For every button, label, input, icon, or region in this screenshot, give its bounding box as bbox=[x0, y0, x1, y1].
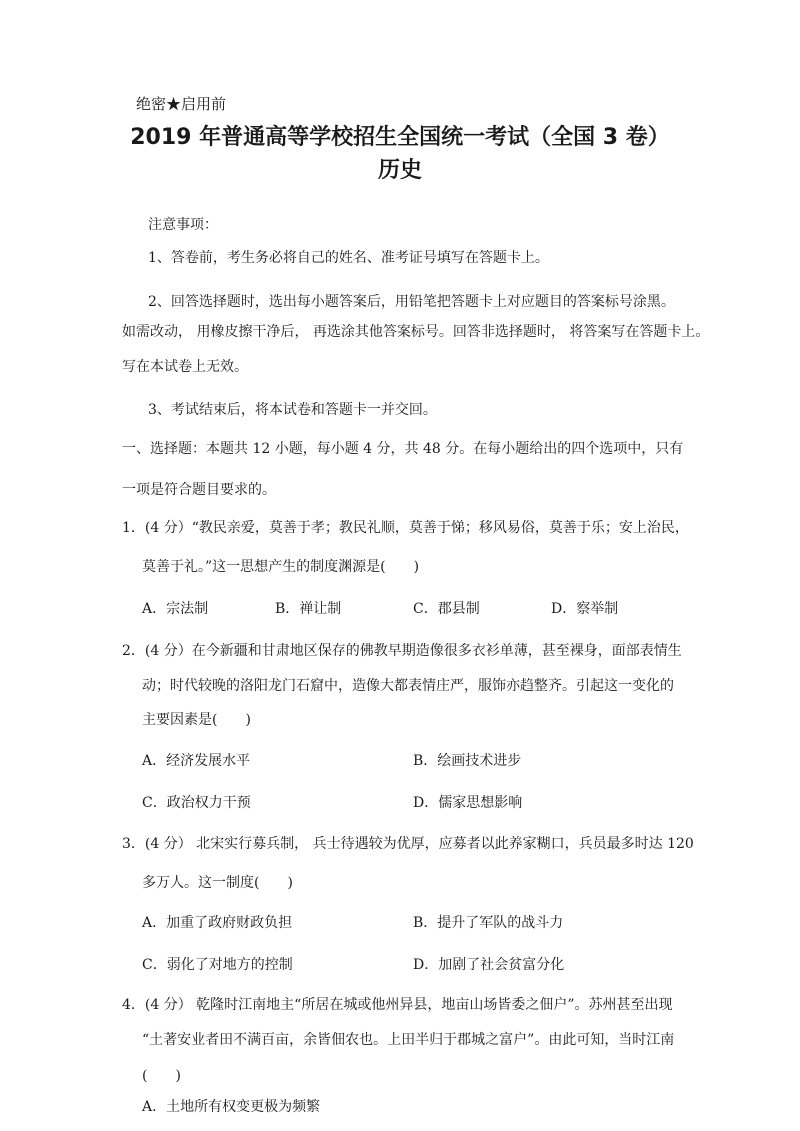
question-2-option-a: A．经济发展水平 bbox=[142, 753, 251, 769]
confidential-label: 绝密★启用前 bbox=[136, 95, 227, 113]
question-1-option-c: C．郡县制 bbox=[413, 601, 480, 617]
exam-title: 2019 年普通高等学校招生全国统一考试（全国 3 卷） bbox=[130, 125, 670, 150]
question-4-line-2: “土著安业者田不满百亩，余皆佃农也。上田半归于郡城之富户”。由此可知，当时江南 bbox=[142, 1032, 675, 1048]
question-1-line-1: 1．(4 分）“教民亲爱，莫善于孝；教民礼顺，莫善于悌；移风易俗，莫善于乐；安上治民， bbox=[122, 520, 689, 536]
section-heading-line-1: 一、选择题：本题共 12 小题，每小题 4 分，共 48 分。在每小题给出的四个选项中，只有 bbox=[122, 441, 684, 457]
exam-subject: 历史 bbox=[377, 158, 422, 183]
notes-heading: 注意事项： bbox=[148, 217, 218, 233]
question-1-option-d: D．察举制 bbox=[551, 601, 619, 617]
note-item-1: 1、答卷前，考生务必将自己的姓名、准考证号填写在答题卡上。 bbox=[148, 250, 549, 266]
question-1-line-2: 莫善于礼。”这一思想产生的制度渊源是( ) bbox=[142, 559, 420, 575]
question-2-line-1: 2．(4 分）在今新疆和甘肃地区保存的佛教早期造像很多衣衫单薄，甚至裸身，面部表情生 bbox=[122, 643, 682, 659]
question-3-option-a: A．加重了政府财政负担 bbox=[142, 915, 293, 931]
question-3-option-d: D．加剧了社会贫富分化 bbox=[413, 957, 565, 973]
note-item-3: 3、考试结束后，将本试卷和答题卡一并交回。 bbox=[148, 402, 437, 418]
question-2-option-b: B．绘画技术进步 bbox=[413, 753, 522, 769]
question-2-option-d: D．儒家思想影响 bbox=[413, 795, 523, 811]
question-2-line-2: 动；时代较晚的洛阳龙门石窟中，造像大都表情庄严，服饰亦趋整齐。引起这一变化的 bbox=[142, 678, 674, 694]
note-item-2-line-3: 写在本试卷上无效。 bbox=[122, 359, 248, 375]
question-2-line-3: 主要因素是( ) bbox=[142, 712, 251, 728]
question-3-line-1: 3．(4 分） 北宋实行募兵制， 兵士待遇较为优厚，应募者以此养家糊口，兵员最多时达 120 bbox=[122, 836, 694, 852]
question-3-line-2: 多万人。这一制度( ) bbox=[142, 875, 293, 891]
question-4-option-a: A．土地所有权变更极为频繁 bbox=[142, 1099, 321, 1115]
note-item-2-line-2: 如需改动， 用橡皮擦干净后， 再选涂其他答案标号。回答非选择题时， 将答案写在答题卡上。 bbox=[122, 324, 710, 340]
question-1-option-a: A．宗法制 bbox=[142, 601, 209, 617]
question-4-line-1: 4．(4 分） 乾隆时江南地主“所居在城或他州异县，地亩山场皆委之佃户”。苏州甚至出现 bbox=[122, 997, 673, 1013]
question-2-option-c: C．政治权力干预 bbox=[142, 795, 251, 811]
question-1-option-b: B．禅让制 bbox=[275, 601, 342, 617]
question-3-option-b: B．提升了军队的战斗力 bbox=[413, 915, 564, 931]
note-item-2-line-1: 2、回答选择题时，选出每小题答案后，用铅笔把答题卡上对应题目的答案标号涂黑。 bbox=[148, 294, 675, 310]
question-3-option-c: C．弱化了对地方的控制 bbox=[142, 957, 293, 973]
section-heading-line-2: 一项是符合题目要求的。 bbox=[122, 482, 276, 498]
question-4-line-3: ( ) bbox=[142, 1068, 181, 1084]
